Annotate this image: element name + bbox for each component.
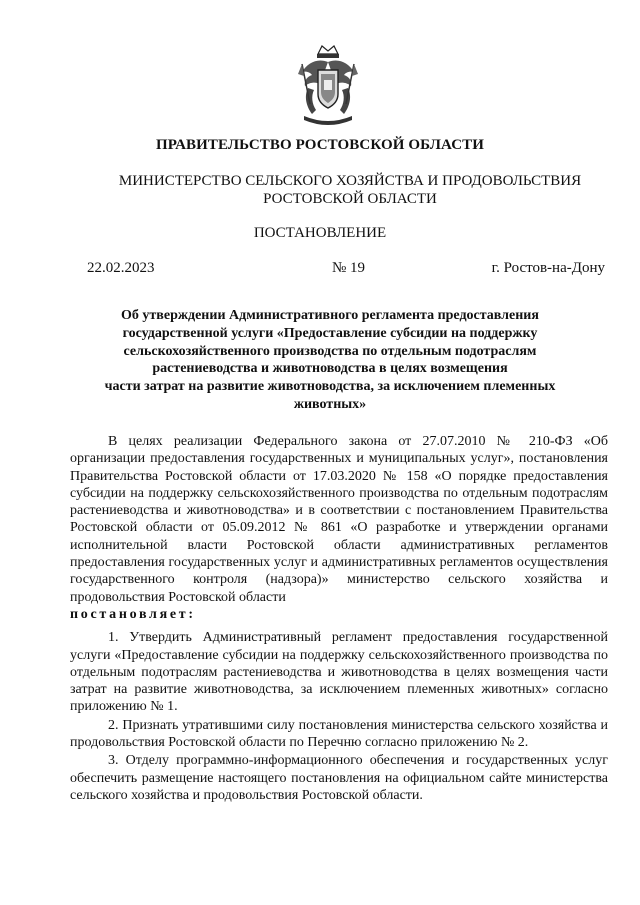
subject-line: сельскохозяйственного производства по отдельным подотраслям: [123, 343, 537, 359]
document-subject: [90, 307, 570, 414]
decree-item-1: 1. Утвердить Административный регламент предоставления государственной услуги «Предоставление субсидии на поддержку сельскохозяйственного производства по отдельным подотраслям растениеводства и животноводства в целях возмещения части затрат на развитие животноводства, за исключением племенных животных» согласно приложению № 1.: [70, 630, 608, 715]
government-title: ПРАВИТЕЛЬСТВО РОСТОВСКОЙ ОБЛАСТИ: [155, 137, 485, 153]
document-type: ПОСТАНОВЛЕНИЕ: [253, 225, 387, 241]
decree-items: [70, 629, 608, 804]
ministry-line-1: МИНИСТЕРСТВО СЕЛЬСКОГО ХОЗЯЙСТВА И ПРОДОВОЛЬСТВИЯ: [118, 173, 582, 189]
ministry-line-2: РОСТОВСКОЙ ОБЛАСТИ: [263, 191, 437, 207]
document-number: № 19: [332, 260, 366, 276]
subject-line: растениеводства и животноводства в целях возмещения: [152, 361, 508, 377]
document-place: г. Ростов-на-Дону: [491, 260, 605, 276]
subject-line: животных»: [293, 396, 367, 412]
preamble-paragraph: В целях реализации Федерального закона от 27.07.2010 № 210-ФЗ «Об организации предоставления государственных и муниципальных услуг», постановления Правительства Ростовской области от 17.03.2020 № 158 «О порядке предоставления субсидии на поддержку сельскохозяйственного производства по отдельным подотраслям растениеводства и животноводства» и в соответствии с постановлением Правительства Ростовской области от 05.09.2012 № 861 «О разработке и утверждении органами исполнительной власти Ростовской области административных регламентов предоставления государственных услуг и административных регламентов осуществления государственного контроля (надзора)» министерство сельского хозяйства и продовольствия Ростовской области: [70, 434, 608, 605]
decree-item-2: 2. Признать утратившими силу постановления министерства сельского хозяйства и продовольствия Ростовской области по Перечню согласно приложению № 2.: [70, 717, 608, 751]
decree-item-3: 3. Отделу программно-информационного обеспечения и государственных услуг обеспечить размещение настоящего постановления на официальном сайте министерства сельского хозяйства и продовольствия Ростовской области.: [70, 753, 608, 803]
document-meta-row: [87, 260, 605, 278]
decree-word: постановляет:: [70, 606, 196, 622]
subject-line: государственной услуги «Предоставление субсидии на поддержку: [122, 325, 538, 341]
document-date: 22.02.2023: [87, 260, 155, 276]
coat-of-arms-emblem: [296, 44, 360, 128]
subject-line: части затрат на развитие животноводства, за исключением племенных: [104, 379, 556, 395]
ministry-name: [100, 172, 600, 208]
coat-of-arms-icon: [296, 44, 360, 128]
subject-line: Об утверждении Административного регламента предоставления: [121, 308, 539, 323]
document-body: [70, 433, 608, 805]
